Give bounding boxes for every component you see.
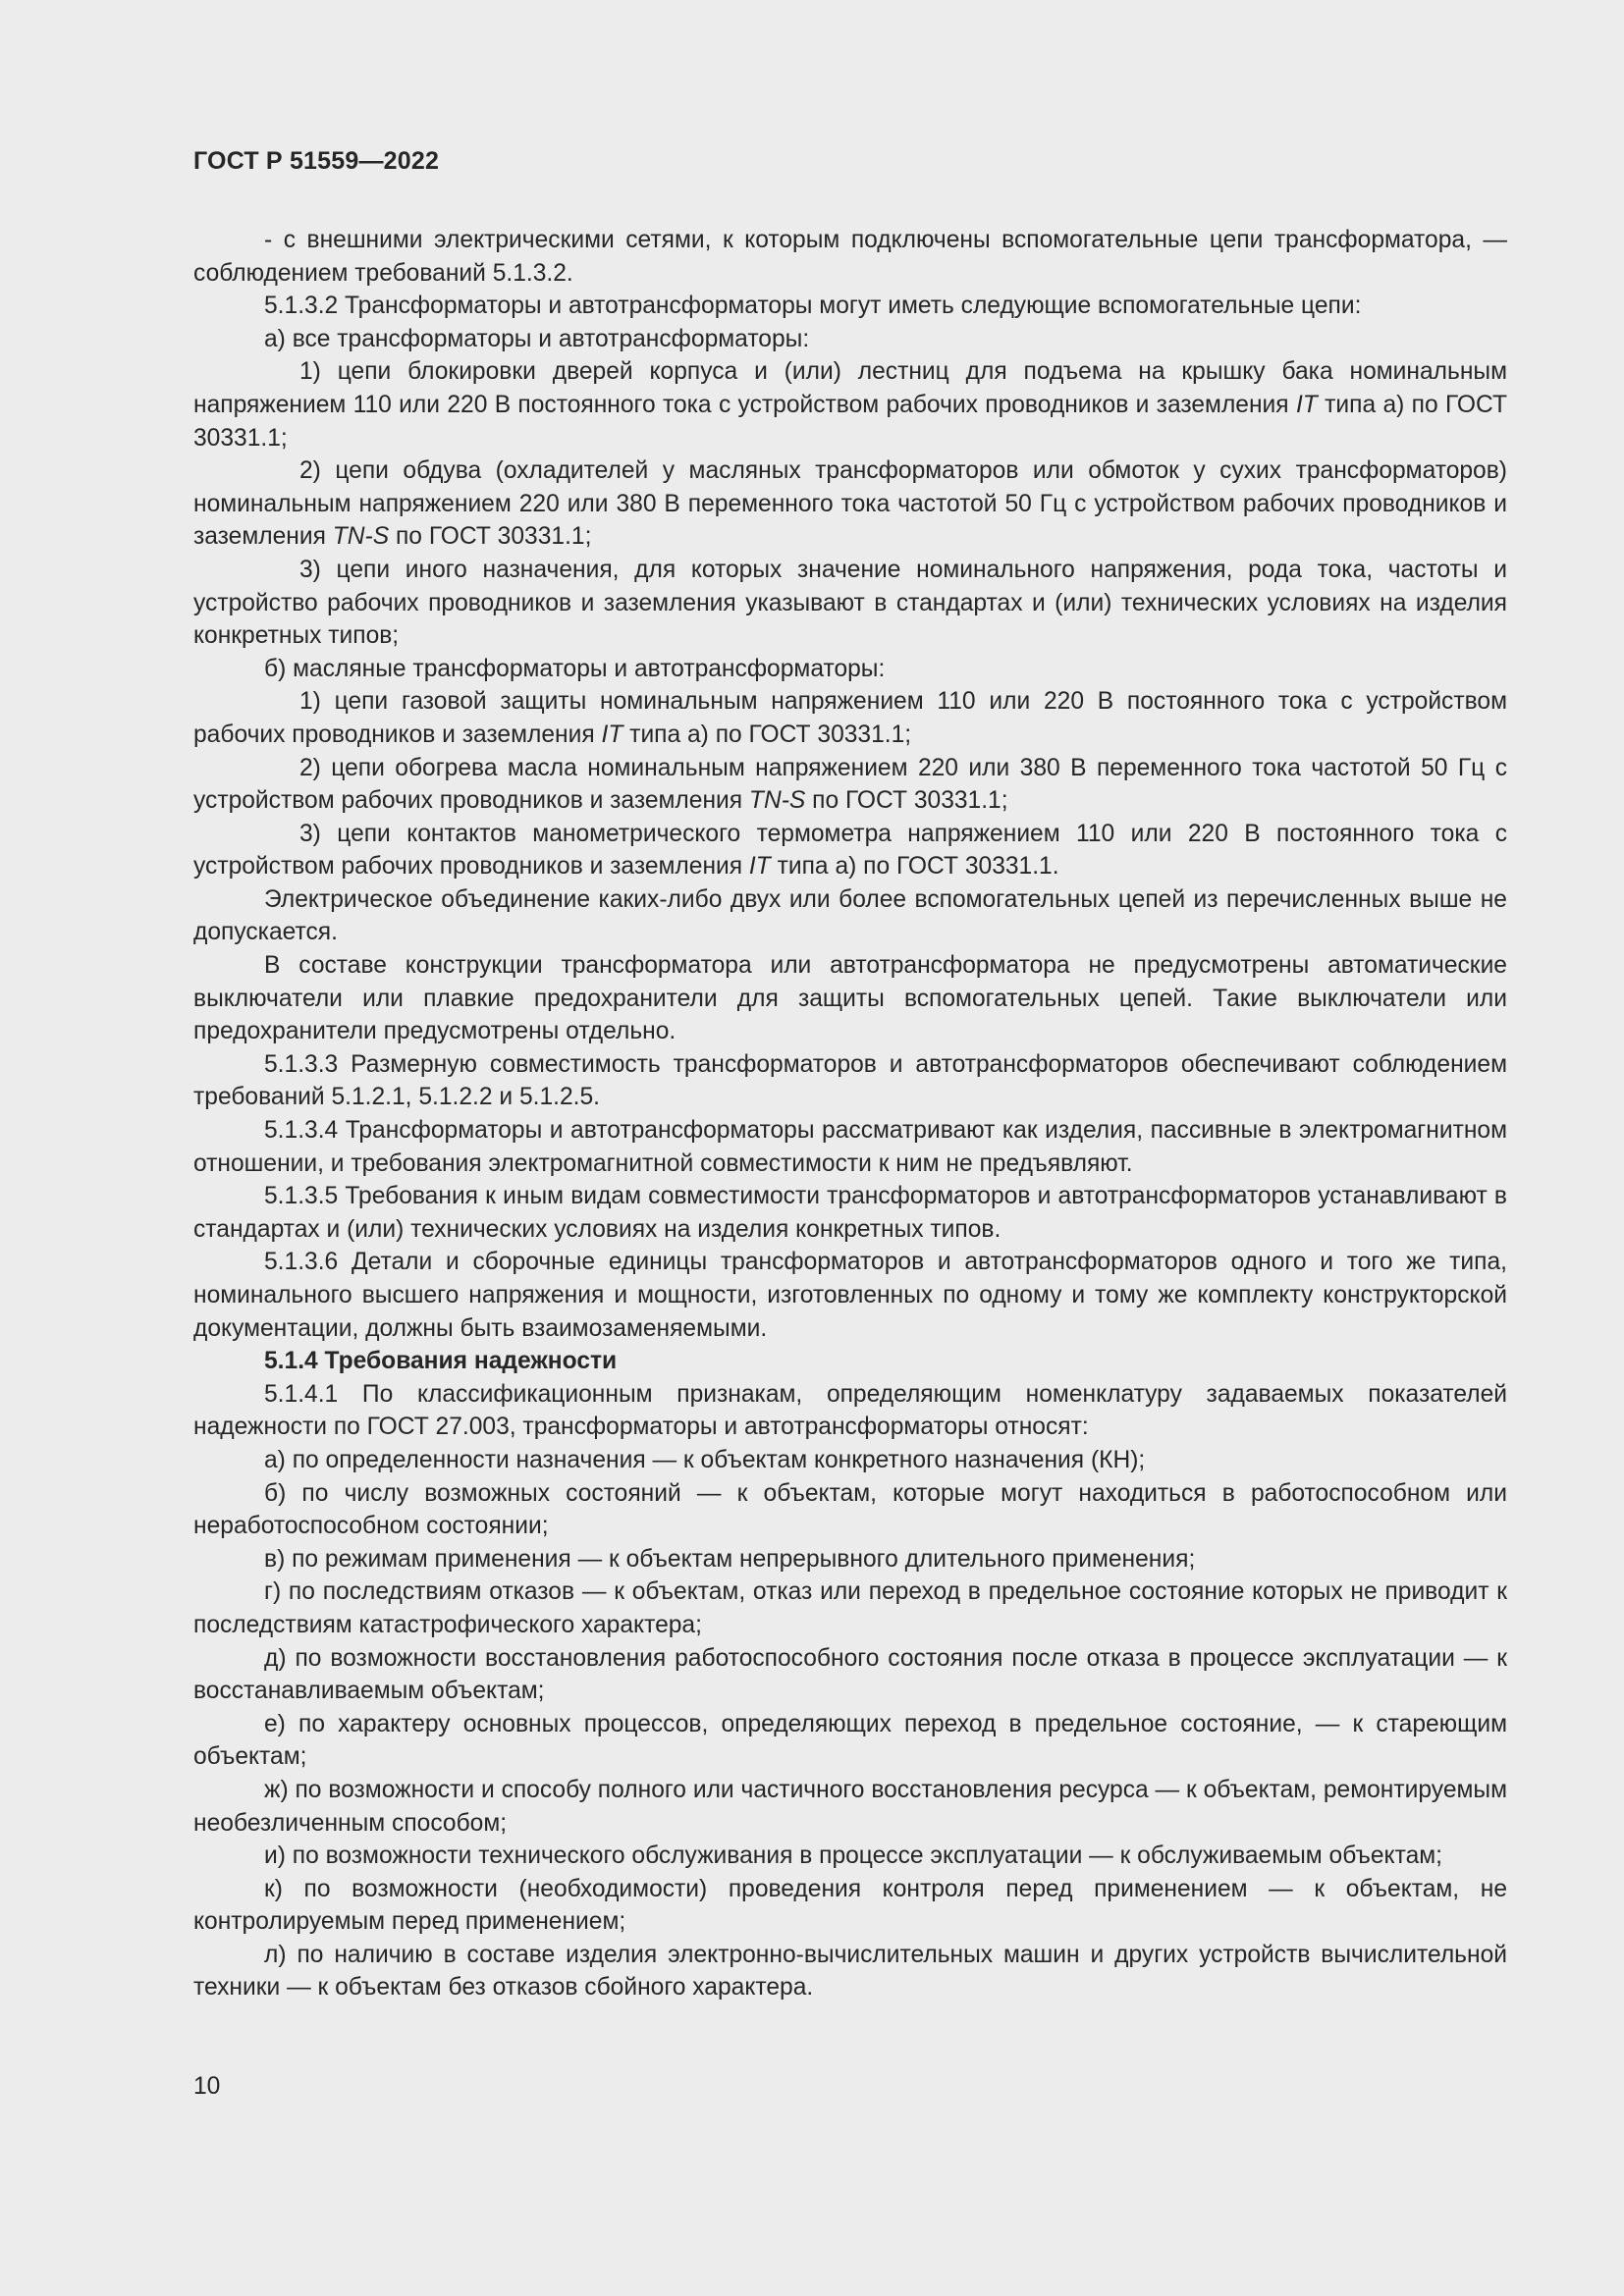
paragraph-text: типа а) по ГОСТ 30331.1;	[193, 391, 1507, 452]
paragraph-text: 1) цепи блокировки дверей корпуса и (или) лестниц для подъема на крышку бака номинальным напряжением 110 или 220 В постоянного тока с устройством рабочих проводников и заземления	[193, 358, 1507, 418]
paragraph-text: 5.1.3.5 Требования к иным видам совместимости трансформаторов и автотрансформаторов устанавливают в стандартах и (или) технических условиях на изделия конкретных типов.	[193, 1183, 1507, 1243]
paragraph	[193, 454, 1507, 554]
paragraph	[193, 818, 1507, 883]
paragraph	[193, 653, 1507, 686]
paragraph-text: 5.1.4.1 По классификационным признакам, определяющим номенклатуру задаваемых показателей надежности по ГОСТ 27.003, трансформаторы и автотрансформаторы относят:	[193, 1380, 1507, 1441]
paragraph	[193, 1873, 1507, 1939]
section-heading	[193, 1345, 1507, 1378]
paragraph	[193, 1477, 1507, 1543]
paragraph-text: б) по числу возможных состояний — к объектам, которые могут находиться в работоспособном или неработоспособном состоянии;	[193, 1479, 1507, 1540]
paragraph-text: и) по возможности технического обслуживания в процессе эксплуатации — к обслуживаемым объектам;	[264, 1842, 1442, 1870]
italic-term: IT	[1295, 391, 1318, 418]
paragraph-text: а) все трансформаторы и автотрансформаторы:	[264, 325, 810, 352]
paragraph	[193, 323, 1507, 356]
paragraph-text: 5.1.3.2 Трансформаторы и автотрансформаторы могут иметь следующие вспомогательные цепи:	[264, 293, 1362, 320]
italic-term: TN-S	[332, 523, 390, 551]
paragraph-text: 3) цепи иного назначения, для которых значение номинального напряжения, рода тока, частоты и устройство рабочих проводников и заземления указывают в стандартах и (или) технических условиях на изделия конкретных типов;	[193, 556, 1507, 650]
paragraph	[193, 1642, 1507, 1708]
paragraph-text: 5.1.3.3 Размерную совместимость трансформаторов и автотрансформаторов обеспечивают соблюдением требований 5.1.2.1, 5.1.2.2 и 5.1.2.5.	[193, 1050, 1507, 1111]
paragraph	[193, 883, 1507, 949]
paragraph	[193, 554, 1507, 653]
paragraph-text: д) по возможности восстановления работоспособного состояния после отказа в процессе эксплуатации — к восстанавливаемым объектам;	[193, 1644, 1507, 1705]
paragraph-text: б) масляные трансформаторы и автотрансформаторы:	[264, 655, 886, 682]
paragraph	[193, 1575, 1507, 1641]
paragraph	[193, 290, 1507, 323]
paragraph-text: ж) по возможности и способу полного или частичного восстановления ресурса — к объектам, ремонтируемым необезличенным способом;	[193, 1776, 1507, 1837]
paragraph	[193, 752, 1507, 818]
paragraph-text: в) по режимам применения — к объектам непрерывного длительного применения;	[264, 1545, 1196, 1573]
paragraph-text: л) по наличию в составе изделия электронно-вычислительных машин и других устройств вычислительной техники — к объектам без отказов сбойного характера.	[193, 1941, 1507, 2002]
italic-term: IT	[748, 853, 771, 881]
paragraph	[193, 949, 1507, 1048]
paragraph-text: 5.1.3.4 Трансформаторы и автотрансформаторы рассматривают как изделия, пассивные в электромагнитном отношении, и требования электромагнитной совместимости к ним не предъявляют.	[193, 1117, 1507, 1177]
paragraph	[193, 1939, 1507, 2004]
paragraph	[193, 1708, 1507, 1774]
paragraph-text: г) по последствиям отказов — к объектам, отказ или переход в предельное состояние которых не приводит к последствиям катастрофического характера;	[193, 1578, 1507, 1638]
italic-term: TN-S	[748, 787, 806, 815]
paragraph-text: В составе конструкции трансформатора или автотрансформатора не предусмотрены автоматические выключатели или плавкие предохранители для защиты вспомогательных цепей. Такие выключатели или предохранители предусмотрены отдельно.	[193, 952, 1507, 1045]
paragraph	[193, 685, 1507, 751]
paragraph	[193, 1114, 1507, 1180]
paragraph	[193, 355, 1507, 454]
paragraph	[193, 1246, 1507, 1345]
page-number: 10	[193, 2073, 221, 2100]
paragraph-text: по ГОСТ 30331.1;	[389, 523, 592, 551]
paragraph-text: типа а) по ГОСТ 30331.1;	[623, 721, 912, 748]
paragraph-text: 1) цепи газовой защиты номинальным напряжением 110 или 220 В постоянного тока с устройством рабочих проводников и заземления	[193, 688, 1507, 748]
paragraph-text: е) по характеру основных процессов, определяющих переход в предельное состояние, — к стареющим объектам;	[193, 1710, 1507, 1771]
document-header: ГОСТ Р 51559—2022	[193, 147, 440, 175]
paragraph-text: 3) цепи контактов манометрического термометра напряжением 110 или 220 В постоянного тока с устройством рабочих проводников и заземления	[193, 820, 1507, 881]
paragraph	[193, 1378, 1507, 1444]
paragraph	[193, 1180, 1507, 1246]
paragraph-text: 5.1.4 Требования надежности	[264, 1348, 618, 1375]
paragraph-text: типа а) по ГОСТ 30331.1.	[770, 853, 1059, 881]
paragraph	[193, 1774, 1507, 1840]
paragraph-text: - с внешними электрическими сетями, к которым подключены вспомогательные цепи трансформатора, — соблюдением требований 5.1.3.2.	[193, 227, 1507, 287]
paragraph	[193, 1840, 1507, 1873]
paragraph-text: а) по определенности назначения — к объектам конкретного назначения (КН);	[264, 1446, 1146, 1473]
paragraph	[193, 1444, 1507, 1477]
paragraph-text: к) по возможности (необходимости) проведения контроля перед применением — к объектам, не контролируемым перед применением;	[193, 1875, 1507, 1936]
paragraph	[193, 1543, 1507, 1576]
paragraph-text: Электрическое объединение каких-либо двух или более вспомогательных цепей из перечисленных выше не допускается.	[193, 885, 1507, 946]
paragraph	[193, 1048, 1507, 1114]
paragraph-text: по ГОСТ 30331.1;	[805, 787, 1008, 815]
paragraph	[193, 224, 1507, 290]
paragraph-text: 5.1.3.6 Детали и сборочные единицы трансформаторов и автотрансформаторов одного и того же типа, номинального высшего напряжения и мощности, изготовленных по одному и тому же комплекту конструкторской документации, должны быть взаимозаменяемыми.	[193, 1249, 1507, 1342]
italic-term: IT	[601, 721, 623, 748]
paragraph-text: 2) цепи обдува (охладителей у масляных трансформаторов или обмоток у сухих трансформаторов) номинальным напряжением 220 или 380 В переменного тока частотой 50 Гц с устройством рабочих проводников и заземления	[193, 457, 1507, 551]
paragraph-text: 2) цепи обогрева масла номинальным напряжением 220 или 380 В переменного тока частотой 50 Гц с устройством рабочих проводников и заземления	[193, 754, 1507, 815]
document-body	[193, 224, 1507, 2004]
